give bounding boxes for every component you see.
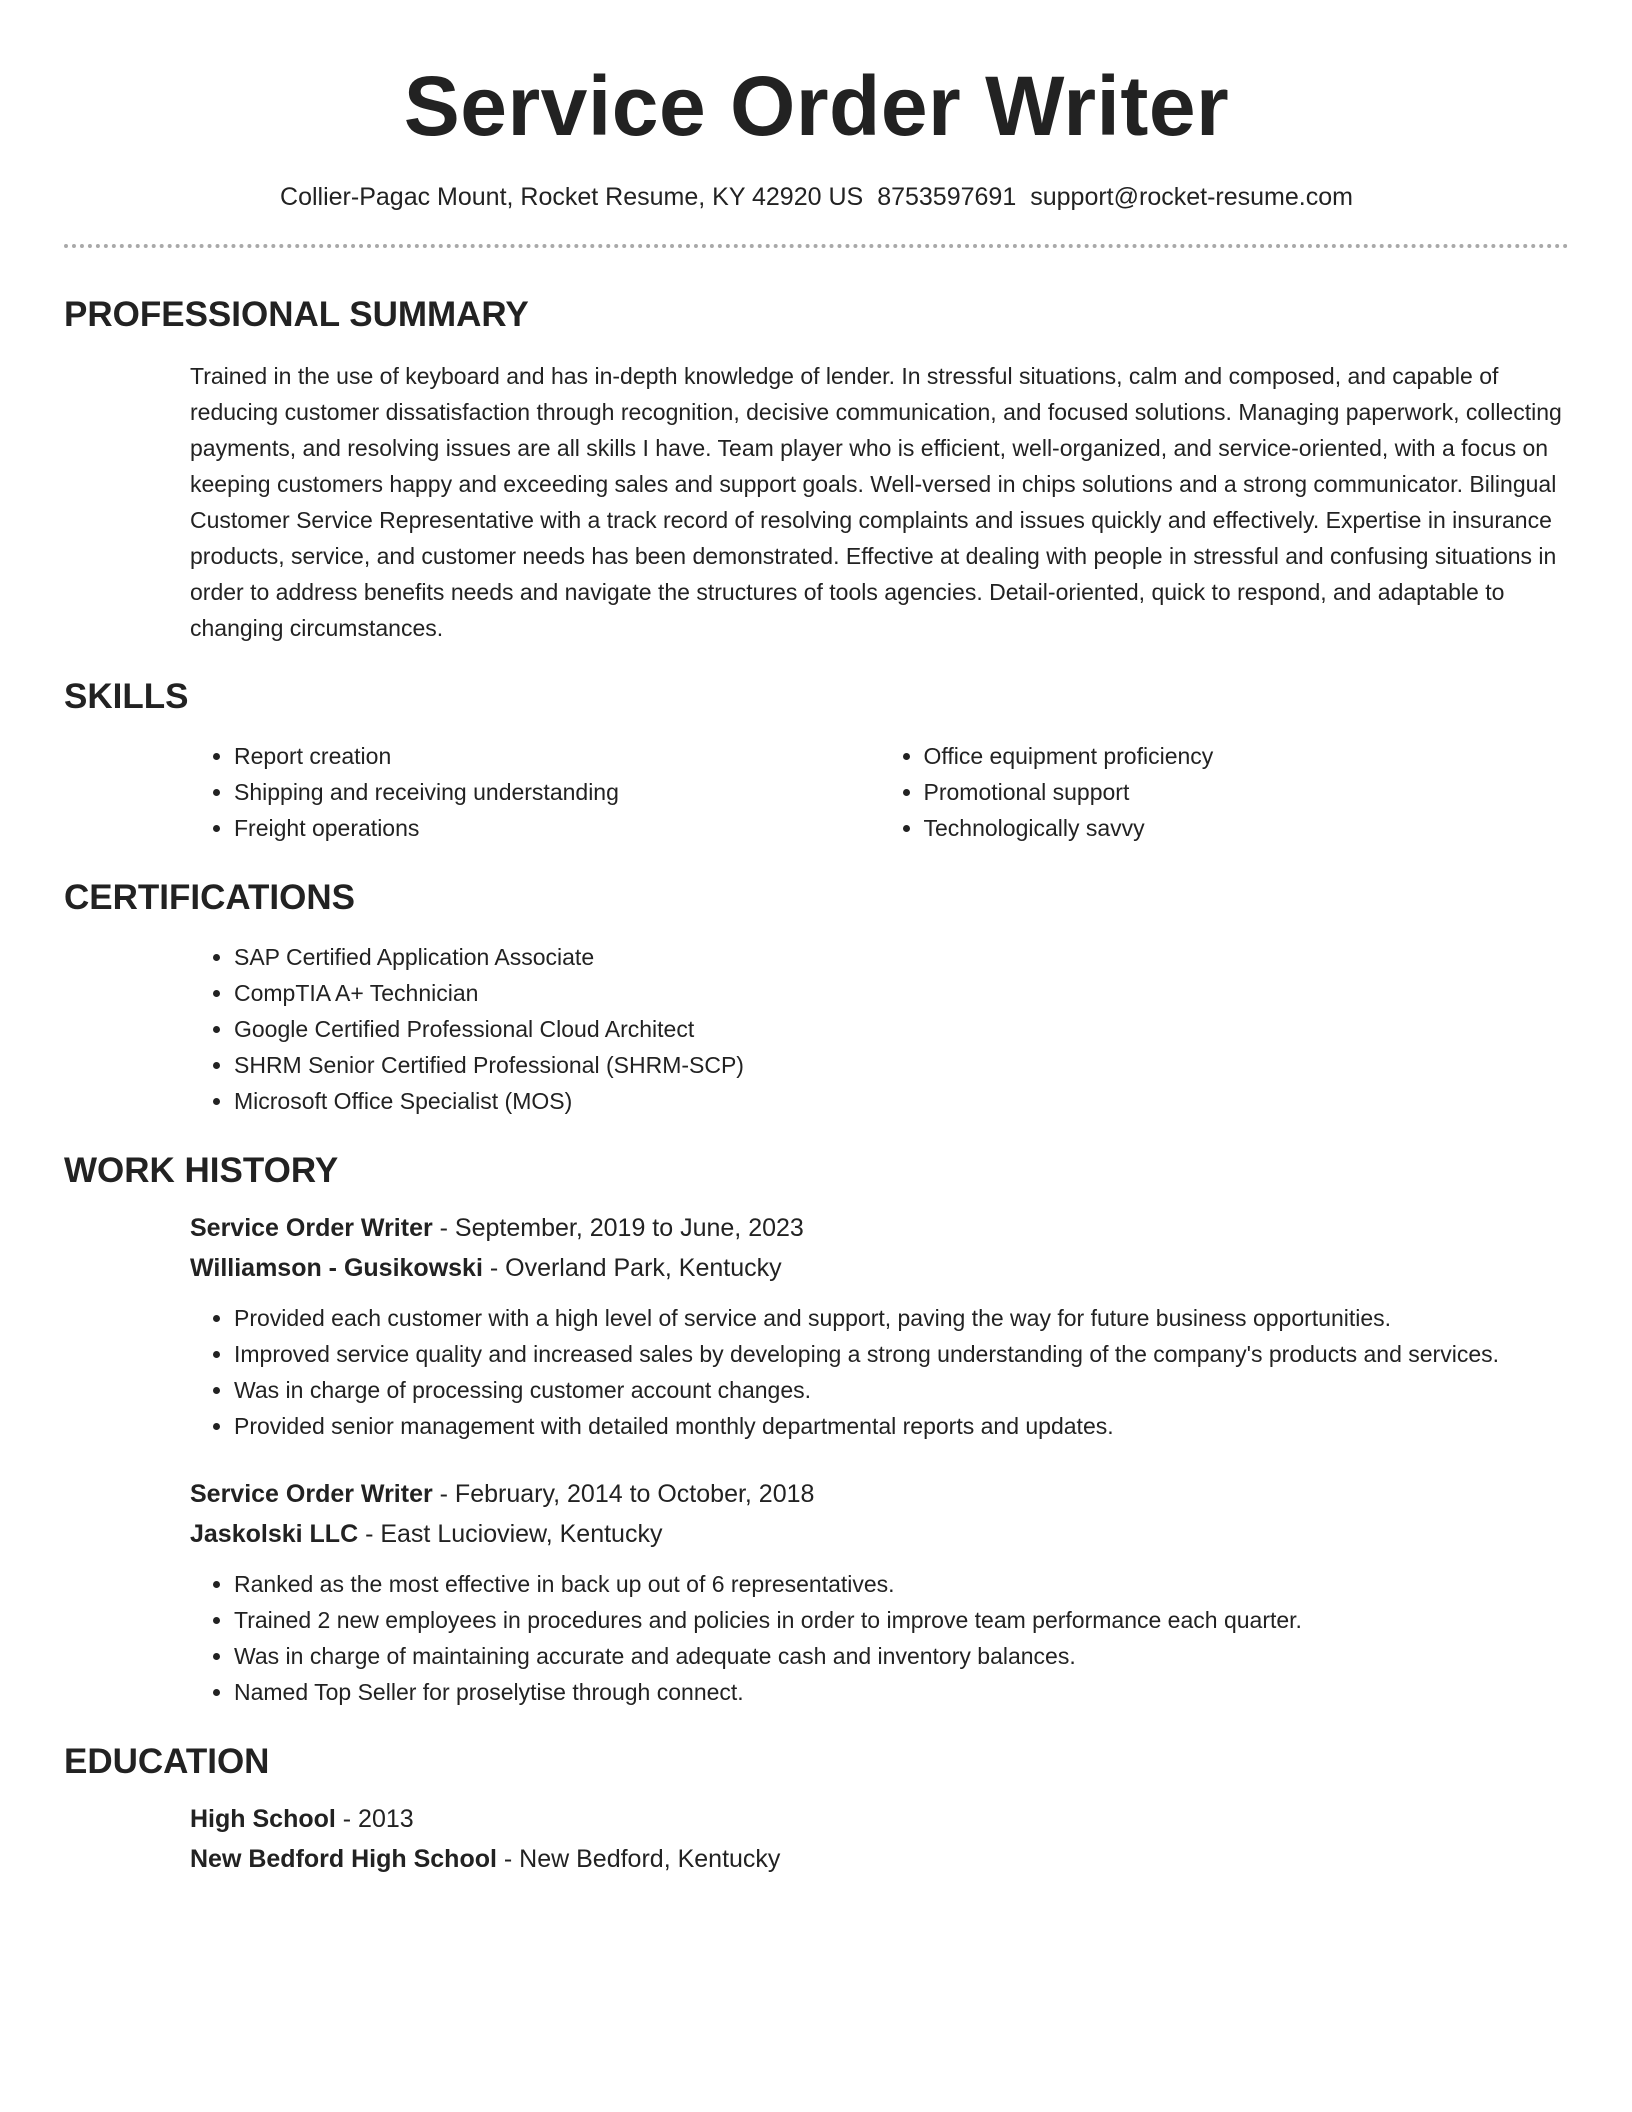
job-company: Jaskolski LLC	[190, 1520, 359, 1548]
job-bullets	[190, 1300, 1569, 1444]
skills-list-right	[880, 738, 1570, 846]
education-heading: EDUCATION	[64, 1742, 270, 1781]
skill-item: • Report creation	[234, 738, 880, 774]
skill-item: • Technologically savvy	[924, 810, 1570, 846]
job-bullet: • Was in charge of processing customer account changes.	[234, 1372, 1569, 1408]
job-role: Service Order Writer	[190, 1214, 433, 1242]
job-location: - Overland Park, Kentucky	[482, 1254, 782, 1282]
certification-item: • Google Certified Professional Cloud Architect	[234, 1011, 1569, 1047]
education-entry	[190, 1799, 1569, 1879]
contact-line	[64, 182, 1569, 212]
job-bullet: • Named Top Seller for proselytise through connect.	[234, 1674, 1569, 1710]
certifications-heading: CERTIFICATIONS	[64, 878, 356, 917]
education-section	[64, 1741, 1569, 1879]
skills-section	[64, 676, 1569, 846]
skills-list-left	[190, 738, 880, 846]
job-dates: - September, 2019 to June, 2023	[432, 1214, 804, 1242]
candidate-name: Service Order Writer	[403, 59, 1230, 153]
job-title-line	[190, 1474, 1569, 1514]
job-company: Williamson - Gusikowski	[190, 1254, 483, 1282]
certifications-list	[190, 939, 1569, 1119]
job-bullet: • Provided each customer with a high level of service and support, paving the way for future business opportunities.	[234, 1300, 1569, 1336]
certification-item: • SHRM Senior Certified Professional (SHRM-SCP)	[234, 1047, 1569, 1083]
certification-item: • SAP Certified Application Associate	[234, 939, 1569, 975]
skill-item: • Promotional support	[924, 774, 1570, 810]
contact-address: Collier-Pagac Mount, Rocket Resume, KY 42920 US	[280, 183, 864, 211]
work-history-heading: WORK HISTORY	[64, 1151, 339, 1190]
certifications-section	[64, 877, 1569, 1119]
skills-heading: SKILLS	[64, 677, 189, 716]
education-degree: High School	[190, 1805, 336, 1833]
job-dates: - February, 2014 to October, 2018	[432, 1480, 815, 1508]
skill-item: • Freight operations	[234, 810, 880, 846]
job-bullet: • Ranked as the most effective in back up out of 6 representatives.	[234, 1566, 1569, 1602]
job-company-line	[190, 1248, 1569, 1288]
job-entry	[190, 1474, 1569, 1710]
work-history-section	[64, 1150, 1569, 1710]
education-location: - New Bedford, Kentucky	[496, 1845, 781, 1873]
education-degree-line	[190, 1799, 1569, 1839]
job-bullet: • Trained 2 new employees in procedures and policies in order to improve team performance each quarter.	[234, 1602, 1569, 1638]
job-bullet: • Provided senior management with detailed monthly departmental reports and updates.	[234, 1408, 1569, 1444]
job-bullet: • Improved service quality and increased sales by developing a strong understanding of the company's products and services.	[234, 1336, 1569, 1372]
certification-item: • CompTIA A+ Technician	[234, 975, 1569, 1011]
education-school-line	[190, 1839, 1569, 1879]
job-bullet: • Was in charge of maintaining accurate and adequate cash and inventory balances.	[234, 1638, 1569, 1674]
contact-phone: 8753597691	[877, 183, 1017, 211]
skill-item: • Office equipment proficiency	[924, 738, 1570, 774]
job-role: Service Order Writer	[190, 1480, 433, 1508]
job-location: - East Lucioview, Kentucky	[358, 1520, 663, 1548]
resume-page	[64, 0, 1569, 1879]
job-bullets	[190, 1566, 1569, 1710]
job-entry	[190, 1208, 1569, 1444]
certification-item: • Microsoft Office Specialist (MOS)	[234, 1083, 1569, 1119]
skill-item: • Shipping and receiving understanding	[234, 774, 880, 810]
education-school: New Bedford High School	[190, 1845, 497, 1873]
job-title-line	[190, 1208, 1569, 1248]
education-year: - 2013	[335, 1805, 414, 1833]
job-company-line	[190, 1514, 1569, 1554]
contact-email: support@rocket-resume.com	[1030, 183, 1353, 211]
header-divider	[64, 244, 1569, 248]
summary-heading: PROFESSIONAL SUMMARY	[64, 295, 529, 334]
summary-section	[64, 294, 1569, 646]
summary-text: Trained in the use of keyboard and has in-depth knowledge of lender. In stressful situations, calm and composed, and capable of reducing customer dissatisfaction through recognition, decisive communication, and focused solutions. Managing paperwork, collecting payments, and resolving issues are all skills I have. Team player who is efficient, well-organized, and service-oriented, with a focus on keeping customers happy and exceeding sales and support goals. Well-versed in chips solutions and a strong communicator. Bilingual Customer Service Representative with a track record of resolving complaints and issues quickly and effectively. Expertise in insurance products, service, and customer needs has been demonstrated. Effective at dealing with people in stressful and confusing situations in order to address benefits needs and navigate the structures of tools agencies. Detail-oriented, quick to respond, and adaptable to changing circumstances.	[190, 363, 1562, 641]
